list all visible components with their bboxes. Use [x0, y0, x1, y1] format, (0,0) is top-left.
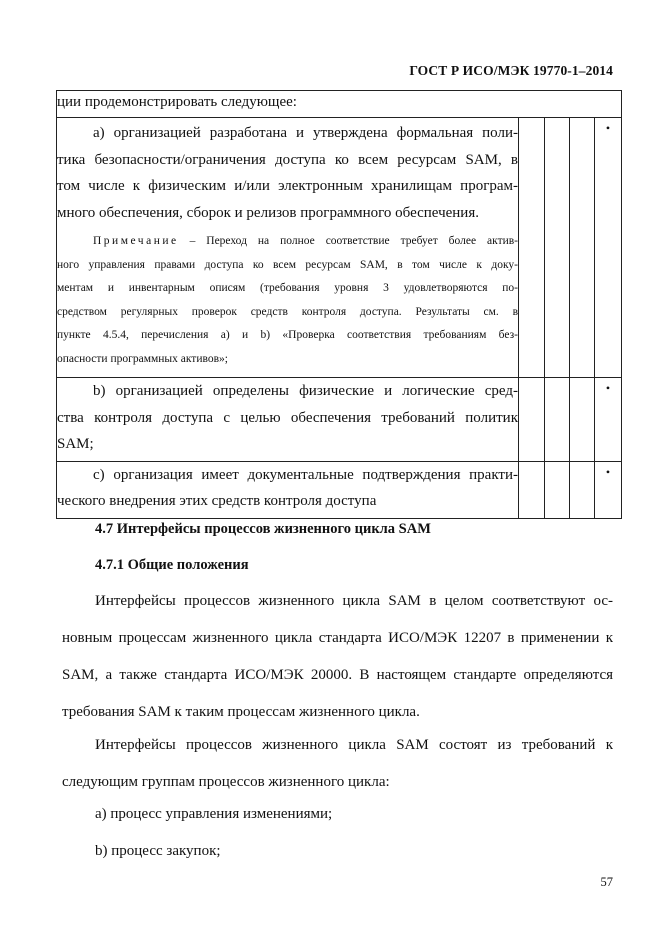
item-a-line: том числе к физическим и/или электронным хранилищам програм- [57, 178, 518, 194]
bullet-mark: • [595, 378, 622, 462]
list-item: b) процесс закупок; [95, 843, 221, 859]
document-header: ГОСТ Р ИСО/МЭК 19770-1–2014 [409, 63, 613, 78]
table-cell-item-b [57, 378, 519, 462]
note-line: – Переход на полное соответствие требует более актив- [189, 235, 518, 247]
level-cell [545, 461, 570, 518]
item-b-line: SAM; [57, 436, 94, 452]
item-b-line: b) организацией определены физические и логические сред- [93, 383, 518, 399]
bullet-mark: • [595, 461, 622, 518]
level-cell [545, 118, 570, 378]
level-cell [519, 118, 545, 378]
paragraph [62, 583, 613, 731]
level-cell [570, 378, 595, 462]
paragraph-line: новным процессам жизненного цикла стандарта ИСО/МЭК 12207 в применении к [62, 630, 613, 646]
paragraph-line: SAM, а также стандарта ИСО/МЭК 20000. В настоящем стандарте определяются [62, 667, 613, 683]
level-cell [570, 118, 595, 378]
level-cell [519, 378, 545, 462]
note-line: ного управления правами доступа ко всем ресурсам SAM, в том числе к доку- [57, 258, 518, 271]
paragraph-line: следующим группам процессов жизненного цикла: [62, 774, 390, 790]
table-cell-item-a [57, 118, 519, 378]
item-c-line: ческого внедрения этих средств контроля доступа [57, 493, 377, 509]
level-cell [545, 378, 570, 462]
paragraph-line: требования SAM к таким процессам жизненного цикла. [62, 704, 420, 720]
requirements-table [56, 90, 622, 519]
note-line: пункте 4.5.4, перечисления a) и b) «Проверка соответствия требованиям без- [57, 329, 518, 341]
bullet-mark: • [595, 118, 622, 378]
item-c-line: c) организация имеет документальные подтверждения практи- [93, 466, 518, 483]
note-line: средством регулярных проверок средств контроля доступа. Результаты см. в [57, 305, 518, 318]
item-b-line: ства контроля доступа с целью обеспечения требований политик [57, 409, 518, 426]
item-a-line: много обеспечения, сборок и релизов программного обеспечения. [57, 204, 479, 221]
table-cell-intro: ции продемонстрировать следующее: [57, 91, 622, 118]
section-heading: 4.7 Интерфейсы процессов жизненного цикла SAM [95, 521, 431, 537]
item-a-line: тика безопасности/ограничения доступа ко всем ресурсам SAM, в [57, 151, 518, 168]
paragraph-line: Интерфейсы процессов жизненного цикла SAM в целом соответствуют ос- [95, 593, 613, 609]
note [57, 230, 518, 371]
item-a-line: а) организацией разработана и утверждена формальная поли- [93, 125, 518, 141]
subsection-heading: 4.7.1 Общие положения [95, 557, 249, 573]
table-row [57, 461, 622, 518]
paragraph-line: Интерфейсы процессов жизненного цикла SAM состоят из требований к [95, 737, 613, 753]
table-cell-item-c [57, 461, 519, 518]
table-row [57, 118, 622, 378]
list-item: а) процесс управления изменениями; [95, 806, 333, 822]
table-row [57, 91, 622, 118]
level-cell [570, 461, 595, 518]
note-line: ментам и инвентарным описям (требования уровня 3 удовлетворяются по- [57, 282, 518, 294]
note-line: опасности программных активов»; [57, 352, 228, 365]
note-label: Примечание [93, 235, 179, 247]
page-number: 57 [600, 875, 613, 889]
level-cell [519, 461, 545, 518]
table-row [57, 378, 622, 462]
paragraph [62, 727, 613, 801]
